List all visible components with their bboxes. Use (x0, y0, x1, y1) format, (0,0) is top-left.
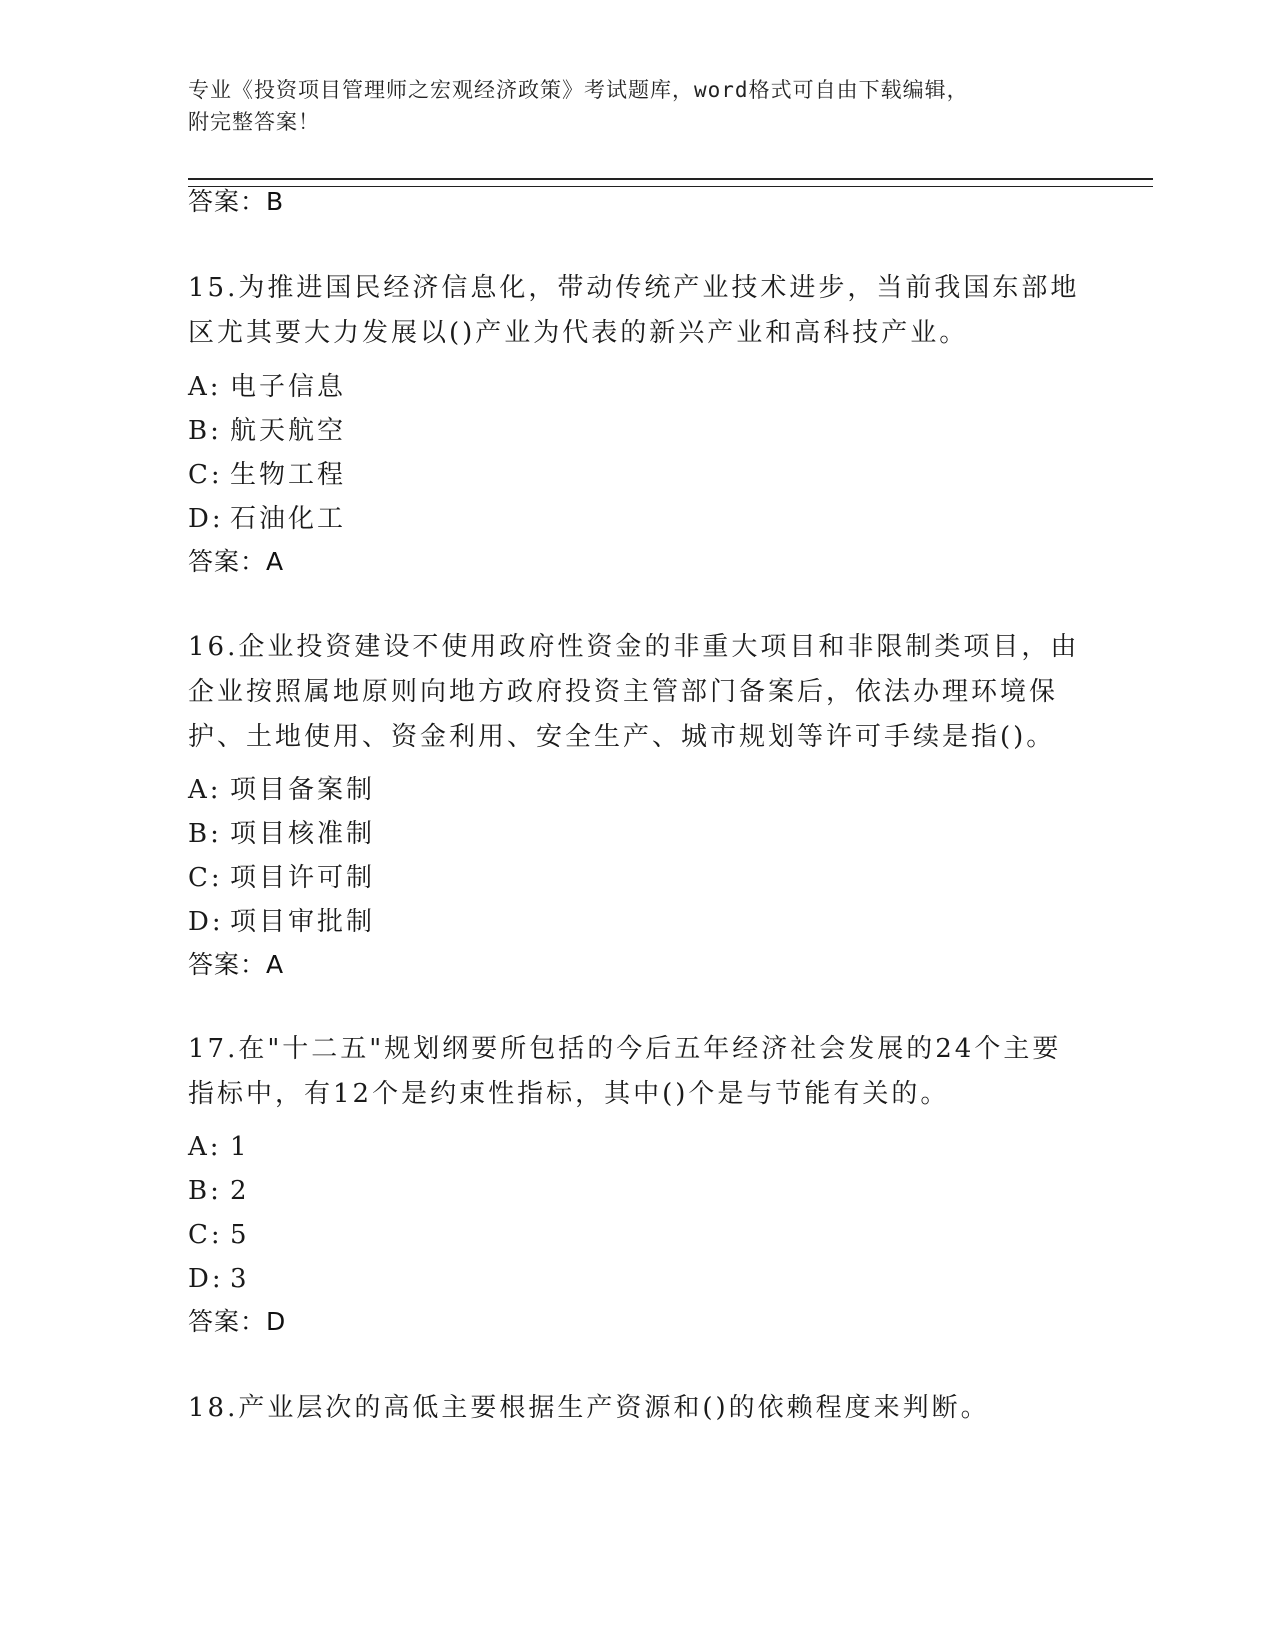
question-16-option-d (188, 905, 375, 939)
option-letter: C: (188, 460, 223, 490)
header-line-1: 专业《投资项目管理师之宏观经济政策》考试题库，word格式可自由下载编辑， (188, 78, 969, 102)
question-15-option-a (188, 370, 346, 404)
option-text: 2 (230, 1176, 250, 1206)
question-18-line-1: 18.产业层次的高低主要根据生产资源和()的依赖程度来判断。 (188, 1393, 990, 1423)
option-text: 3 (230, 1264, 250, 1294)
option-letter: D: (188, 504, 224, 534)
option-letter: B: (188, 819, 222, 849)
question-16-answer: 答案：A (188, 950, 285, 979)
question-18-stem (188, 1386, 1088, 1431)
option-letter: D: (188, 907, 224, 937)
question-15-stem (188, 266, 1088, 356)
question-16-option-c (188, 861, 375, 895)
option-text: 生物工程 (230, 460, 347, 490)
option-letter: C: (188, 1220, 223, 1250)
question-16-line-3: 护、土地使用、资金利用、安全生产、城市规划等许可手续是指()。 (188, 722, 1056, 752)
question-15-option-c (188, 458, 346, 492)
question-17-line-2: 指标中，有12个是约束性指标，其中()个是与节能有关的。 (188, 1079, 950, 1109)
option-text: 航天航空 (230, 416, 347, 446)
document-header (188, 74, 1068, 138)
option-letter: A: (188, 1132, 222, 1162)
option-letter: A: (188, 372, 222, 402)
question-15-line-2: 区尤其要大力发展以()产业为代表的新兴产业和高科技产业。 (188, 318, 969, 348)
question-16-line-2: 企业按照属地原则向地方政府投资主管部门备案后，依法办理环境保 (188, 677, 1059, 707)
question-15-option-b (188, 414, 346, 448)
question-16-line-1: 16.企业投资建设不使用政府性资金的非重大项目和非限制类项目，由 (188, 632, 1080, 662)
question-15-option-d (188, 502, 346, 536)
question-15-line-1: 15.为推进国民经济信息化，带动传统产业技术进步，当前我国东部地 (188, 273, 1080, 303)
question-17-line-1: 17.在"十二五"规划纲要所包括的今后五年经济社会发展的24个主要 (188, 1034, 1062, 1064)
option-text: 电子信息 (230, 372, 347, 402)
question-17-option-b (188, 1174, 250, 1208)
option-letter: C: (188, 863, 223, 893)
option-letter: B: (188, 1176, 222, 1206)
question-17-option-d (188, 1262, 250, 1296)
question-16-stem (188, 625, 1088, 760)
option-letter: A: (188, 775, 222, 805)
question-17-stem (188, 1027, 1088, 1117)
option-letter: B: (188, 416, 222, 446)
question-17-option-c (188, 1218, 250, 1252)
header-line-2: 附完整答案！ (188, 110, 320, 134)
option-text: 5 (230, 1220, 250, 1250)
option-text: 项目许可制 (230, 863, 376, 893)
option-letter: D: (188, 1264, 224, 1294)
header-divider (188, 178, 1153, 187)
question-17-option-a (188, 1130, 250, 1164)
question-16-option-a (188, 773, 375, 807)
question-17-answer: 答案：D (188, 1307, 287, 1336)
question-15-answer: 答案：A (188, 547, 285, 576)
answer-previous: 答案：B (188, 187, 285, 216)
question-16-option-b (188, 817, 375, 851)
option-text: 1 (230, 1132, 250, 1162)
option-text: 项目备案制 (230, 775, 376, 805)
option-text: 项目核准制 (230, 819, 376, 849)
option-text: 项目审批制 (230, 907, 376, 937)
option-text: 石油化工 (230, 504, 347, 534)
